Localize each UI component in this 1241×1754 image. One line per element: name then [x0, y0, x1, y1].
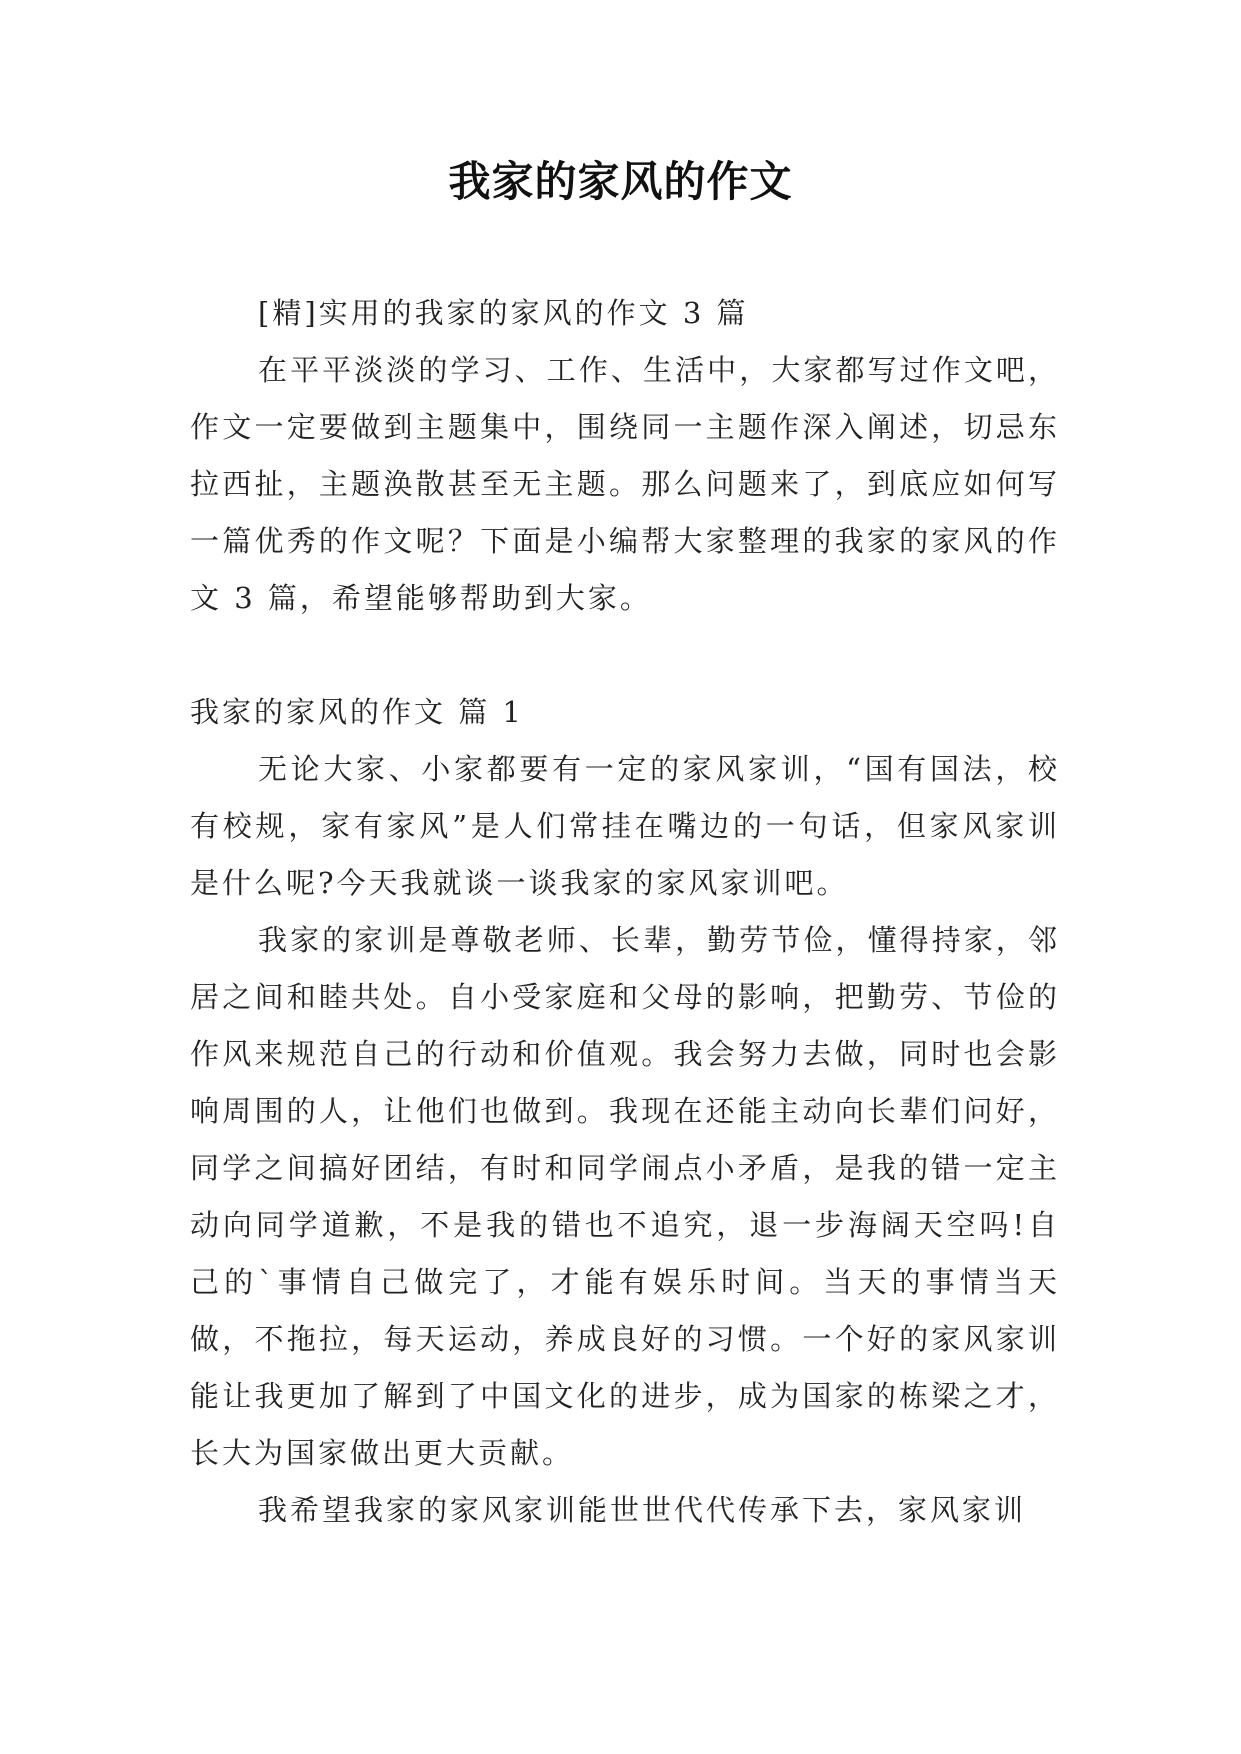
body-paragraph-1: 无论大家、小家都要有一定的家风家训，“国有国法，校有校规，家有家风”是人们常挂在嘴边的一句话，但家风家训是什么呢?今天我就谈一谈我家的家风家训吧。: [190, 752, 1060, 900]
paragraph-spacer: [190, 627, 1060, 684]
section-heading: 我家的家风的作文 篇 1: [190, 695, 524, 729]
body-paragraph-3: 我希望我家的家风家训能世世代代传承下去，家风家训: [258, 1493, 1027, 1527]
document-subtitle: [精]实用的我家的家风的作文 3 篇: [258, 296, 749, 330]
intro-paragraph: 在平平淡淡的学习、工作、生活中，大家都写过作文吧，作文一定要做到主题集中，围绕同一主题作深入阐述，切忌东拉西扯，主题涣散甚至无主题。那么问题来了，到底应如何写一篇优秀的作文呢？下面是小编帮大家整理的我家的家风的作文 3 篇，希望能够帮助到大家。: [190, 353, 1060, 615]
body-paragraph-2: 我家的家训是尊敬老师、长辈，勤劳节俭，懂得持家，邻居之间和睦共处。自小受家庭和父母的影响，把勤劳、节俭的作风来规范自己的行动和价值观。我会努力去做，同时也会影响周围的人，让他们也做到。我现在还能主动向长辈们问好，同学之间搞好团结，有时和同学闹点小矛盾，是我的错一定主动向同学道歉，不是我的错也不追究，退一步海阔天空吗!自己的`事情自己做完了，才能有娱乐时间。当天的事情当天做，不拖拉，每天运动，养成良好的习惯。一个好的家风家训能让我更加了解到了中国文化的进步，成为国家的栋梁之才，长大为国家做出更大贡献。: [190, 923, 1060, 1470]
document-body: [190, 285, 1060, 1539]
document-title: 我家的家风的作文: [448, 157, 793, 206]
